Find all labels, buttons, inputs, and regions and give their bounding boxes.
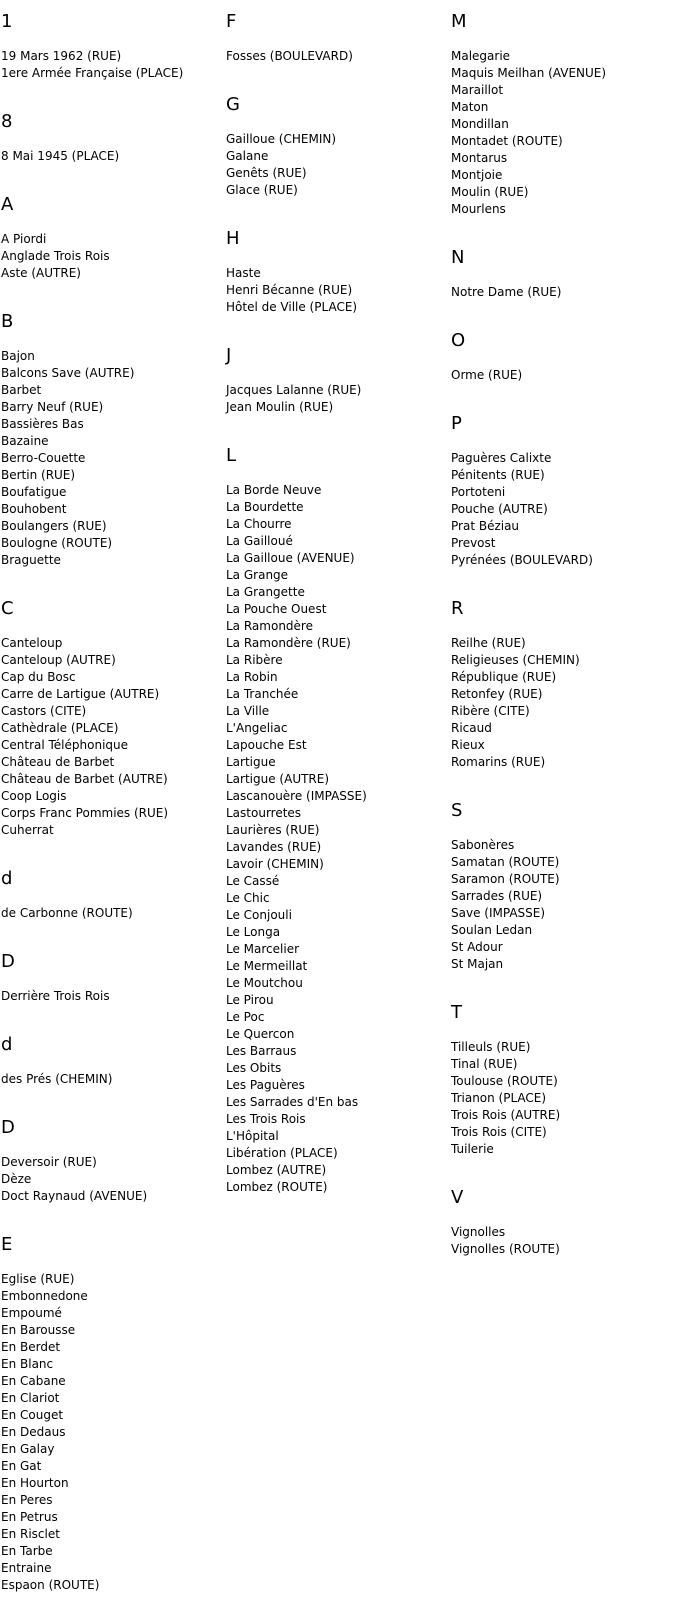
street-link[interactable]: Lombez (AUTRE) (226, 1163, 327, 1177)
street-link[interactable]: Deversoir (RUE) (1, 1155, 97, 1169)
street-link[interactable]: La Grangette (226, 585, 305, 599)
street-link[interactable]: Les Paguères (226, 1078, 305, 1092)
street-link[interactable]: Moulin (RUE) (451, 185, 529, 199)
letter-group (450, 330, 675, 402)
street-link[interactable]: Jacques Lalanne (RUE) (226, 383, 362, 397)
street-link[interactable]: Prevost (451, 536, 496, 550)
street-list (0, 1071, 225, 1088)
letter-heading: D (1, 951, 15, 972)
street-link[interactable]: Lavoir (CHEMIN) (226, 857, 324, 871)
letter-group (450, 11, 675, 236)
street-link[interactable]: Les Obits (226, 1061, 282, 1075)
street-link[interactable]: La Ville (226, 704, 270, 718)
letter-heading: T (451, 1002, 462, 1023)
street-link[interactable]: Barbet (1, 383, 42, 397)
street-list (0, 231, 225, 282)
street-link[interactable]: La Tranchée (226, 687, 299, 701)
street-link[interactable]: Central Téléphonique (1, 738, 129, 752)
street-link[interactable]: Sarrades (RUE) (451, 889, 543, 903)
street-link[interactable]: La Ribère (226, 653, 283, 667)
street-link[interactable]: Glace (RUE) (226, 183, 298, 197)
street-link[interactable]: Mondillan (451, 117, 509, 131)
letter-group (0, 951, 225, 1023)
street-link[interactable]: La Ramondère (226, 619, 313, 633)
street-list (450, 450, 675, 569)
street-link[interactable]: Boulogne (ROUTE) (1, 536, 113, 550)
street-link[interactable]: St Majan (451, 957, 504, 971)
street-link[interactable]: Derrière Trois Rois (1, 989, 110, 1003)
street-link[interactable]: Lartigue (AUTRE) (226, 772, 330, 786)
letter-heading: F (226, 11, 237, 32)
street-link[interactable]: Tinal (RUE) (451, 1057, 518, 1071)
street-list (450, 284, 675, 301)
letter-heading: A (1, 194, 14, 215)
street-link[interactable]: La Chourre (226, 517, 292, 531)
street-link[interactable]: Bazaine (1, 434, 49, 448)
street-link[interactable]: La Grange (226, 568, 289, 582)
letter-group (450, 413, 675, 587)
street-list (0, 988, 225, 1005)
street-link[interactable]: Maton (451, 100, 489, 114)
street-link[interactable]: Reilhe (RUE) (451, 636, 526, 650)
street-link[interactable]: Haste (226, 266, 261, 280)
street-link[interactable]: 8 Mai 1945 (PLACE) (1, 149, 120, 163)
street-link[interactable]: Sabonères (451, 838, 515, 852)
street-link[interactable]: Montjoie (451, 168, 503, 182)
street-link[interactable]: Trois Rois (CITE) (451, 1125, 547, 1139)
letter-heading: H (226, 228, 240, 249)
letter-heading: O (451, 330, 466, 351)
street-link[interactable]: Barry Neuf (RUE) (1, 400, 104, 414)
street-link[interactable]: La Gailloué (226, 534, 293, 548)
street-link[interactable]: Lavandes (RUE) (226, 840, 322, 854)
street-link[interactable]: Cathèdrale (PLACE) (1, 721, 119, 735)
street-link[interactable]: Hôtel de Ville (PLACE) (226, 300, 358, 314)
street-link[interactable]: Prat Béziau (451, 519, 520, 533)
street-link[interactable]: En Tarbe (1, 1544, 53, 1558)
street-link[interactable]: Aste (AUTRE) (1, 266, 81, 280)
street-link[interactable]: Samatan (ROUTE) (451, 855, 560, 869)
street-link[interactable]: Mourlens (451, 202, 506, 216)
street-link[interactable]: Le Cassé (226, 874, 280, 888)
letter-group (0, 1117, 225, 1223)
street-link[interactable]: Les Barraus (226, 1044, 297, 1058)
letter-group (0, 194, 225, 300)
letter-group (450, 1187, 675, 1276)
street-list (0, 1154, 225, 1205)
letter-group (0, 111, 225, 183)
street-link[interactable]: Vignolles (451, 1225, 506, 1239)
street-link[interactable]: Pouche (AUTRE) (451, 502, 548, 516)
street-link[interactable]: Lombez (ROUTE) (226, 1180, 328, 1194)
street-link[interactable]: Pyrénées (BOULEVARD) (451, 553, 593, 567)
street-link[interactable]: A Piordi (1, 232, 47, 246)
street-link[interactable]: Le Moutchou (226, 976, 303, 990)
letter-group (0, 311, 225, 587)
street-link[interactable]: La Robin (226, 670, 278, 684)
street-link[interactable]: Boufatigue (1, 485, 67, 499)
street-list (0, 905, 225, 922)
street-link[interactable]: Pénitents (RUE) (451, 468, 545, 482)
street-link[interactable]: Empoumé (1, 1306, 62, 1320)
street-link[interactable]: de Carbonne (ROUTE) (1, 906, 133, 920)
street-link[interactable]: Trianon (PLACE) (451, 1091, 547, 1105)
street-link[interactable]: Lartigue (226, 755, 276, 769)
street-link[interactable]: Maraillot (451, 83, 504, 97)
letter-heading: R (451, 598, 464, 619)
street-link[interactable]: Balcons Save (AUTRE) (1, 366, 135, 380)
street-link[interactable]: Fosses (BOULEVARD) (226, 49, 353, 63)
index-column (0, 0, 225, 1612)
street-link[interactable]: Doct Raynaud (AVENUE) (1, 1189, 148, 1203)
street-link[interactable]: Jean Moulin (RUE) (226, 400, 334, 414)
letter-group (0, 1034, 225, 1106)
street-link[interactable]: Entraine (1, 1561, 52, 1575)
street-list (0, 1271, 225, 1594)
street-link[interactable]: En Cabane (1, 1374, 66, 1388)
letter-group (225, 445, 450, 1214)
street-link[interactable]: Soulan Ledan (451, 923, 533, 937)
street-link[interactable]: Le Marcelier (226, 942, 300, 956)
street-link[interactable]: Espaon (ROUTE) (1, 1578, 100, 1592)
street-list (225, 131, 450, 199)
street-link[interactable]: Canteloup (AUTRE) (1, 653, 116, 667)
street-link[interactable]: Boulangers (RUE) (1, 519, 107, 533)
street-link[interactable]: Saramon (ROUTE) (451, 872, 560, 886)
letter-heading: G (226, 94, 240, 115)
letter-group (450, 598, 675, 789)
street-link[interactable]: Bouhobent (1, 502, 67, 516)
street-link[interactable]: Gailloue (CHEMIN) (226, 132, 337, 146)
street-list (450, 367, 675, 384)
street-link[interactable]: En Gat (1, 1459, 42, 1473)
street-link[interactable]: Le Mermeillat (226, 959, 308, 973)
street-link[interactable]: St Adour (451, 940, 503, 954)
street-link[interactable]: Romarins (RUE) (451, 755, 546, 769)
street-list (450, 837, 675, 973)
street-list (450, 1039, 675, 1158)
street-list (225, 482, 450, 1196)
letter-group (225, 345, 450, 434)
street-link[interactable]: Genêts (RUE) (226, 166, 307, 180)
street-list (225, 48, 450, 65)
street-link[interactable]: Cap du Bosc (1, 670, 76, 684)
letter-heading: M (451, 11, 467, 32)
letter-heading: 8 (1, 111, 13, 132)
street-link[interactable]: Dèze (1, 1172, 32, 1186)
street-link[interactable]: Libération (PLACE) (226, 1146, 338, 1160)
street-link[interactable]: Bassières Bas (1, 417, 84, 431)
street-link[interactable]: Château de Barbet (AUTRE) (1, 772, 168, 786)
street-link[interactable]: Tilleuls (RUE) (451, 1040, 531, 1054)
street-link[interactable]: L'Angeliac (226, 721, 288, 735)
street-link[interactable]: La Ramondère (RUE) (226, 636, 351, 650)
street-link[interactable]: Le Chic (226, 891, 270, 905)
street-link[interactable]: L'Hôpital (226, 1129, 279, 1143)
street-link[interactable]: Cuherrat (1, 823, 54, 837)
street-link[interactable]: Portoteni (451, 485, 506, 499)
street-link[interactable]: La Borde Neuve (226, 483, 322, 497)
street-link[interactable]: En Peres (1, 1493, 53, 1507)
letter-heading: V (451, 1187, 464, 1208)
street-link[interactable]: Paguères Calixte (451, 451, 552, 465)
street-link[interactable]: Le Longa (226, 925, 281, 939)
letter-group (0, 868, 225, 940)
street-link[interactable]: Canteloup (1, 636, 63, 650)
letter-heading: d (1, 868, 13, 889)
street-link[interactable]: Trois Rois (AUTRE) (451, 1108, 561, 1122)
letter-group (0, 598, 225, 857)
street-list (0, 148, 225, 165)
letter-heading: P (451, 413, 462, 434)
letter-heading: N (451, 247, 465, 268)
letter-group (450, 247, 675, 319)
street-link[interactable]: En Clariot (1, 1391, 60, 1405)
street-link[interactable]: Braguette (1, 553, 61, 567)
street-link[interactable]: République (RUE) (451, 670, 557, 684)
index-column (450, 0, 675, 1276)
street-link[interactable]: Montarus (451, 151, 508, 165)
street-link[interactable]: Carre de Lartigue (AUTRE) (1, 687, 160, 701)
street-link[interactable]: Berro-Couette (1, 451, 86, 465)
letter-group (225, 228, 450, 334)
street-link[interactable]: Ribère (CITE) (451, 704, 530, 718)
street-link[interactable]: 1ere Armée Française (PLACE) (1, 66, 184, 80)
street-link[interactable]: Les Sarrades d'En bas (226, 1095, 359, 1109)
letter-heading: J (226, 345, 232, 366)
street-link[interactable]: Lastourretes (226, 806, 302, 820)
letter-heading: d (1, 1034, 13, 1055)
street-list (0, 48, 225, 82)
street-link[interactable]: Rieux (451, 738, 485, 752)
street-link[interactable]: La Pouche Ouest (226, 602, 327, 616)
letter-heading: L (226, 445, 237, 466)
street-link[interactable]: Coop Logis (1, 789, 67, 803)
street-link[interactable]: En Couget (1, 1408, 64, 1422)
letter-heading: E (1, 1234, 13, 1255)
street-link[interactable]: Le Poc (226, 1010, 265, 1024)
street-link[interactable]: En Berdet (1, 1340, 61, 1354)
street-link[interactable]: Castors (CITE) (1, 704, 87, 718)
street-link[interactable]: Anglade Trois Rois (1, 249, 110, 263)
street-link[interactable]: Le Conjouli (226, 908, 292, 922)
street-link[interactable]: Notre Dame (RUE) (451, 285, 562, 299)
letter-group (0, 1234, 225, 1612)
street-link[interactable]: En Risclet (1, 1527, 60, 1541)
street-link[interactable]: En Galay (1, 1442, 55, 1456)
street-list (450, 1224, 675, 1258)
street-link[interactable]: Religieuses (CHEMIN) (451, 653, 580, 667)
street-list (225, 265, 450, 316)
letter-group (450, 1002, 675, 1176)
letter-heading: 1 (1, 11, 13, 32)
street-link[interactable]: Lapouche Est (226, 738, 307, 752)
street-list (225, 382, 450, 416)
street-list (0, 348, 225, 569)
street-link[interactable]: Retonfey (RUE) (451, 687, 543, 701)
street-link[interactable]: 19 Mars 1962 (RUE) (1, 49, 122, 63)
letter-group (450, 800, 675, 991)
street-list (450, 48, 675, 218)
street-link[interactable]: Laurières (RUE) (226, 823, 320, 837)
street-link[interactable]: Embonnedone (1, 1289, 88, 1303)
letter-group (225, 94, 450, 217)
street-link[interactable]: Henri Bécanne (RUE) (226, 283, 353, 297)
street-link[interactable]: Les Trois Rois (226, 1112, 306, 1126)
street-link[interactable]: Lascanouère (IMPASSE) (226, 789, 367, 803)
street-list (0, 635, 225, 839)
street-link[interactable]: En Petrus (1, 1510, 58, 1524)
street-link[interactable]: Tuilerie (451, 1142, 494, 1156)
street-link[interactable]: La Gailloue (AVENUE) (226, 551, 355, 565)
letter-heading: C (1, 598, 14, 619)
street-link[interactable]: En Dedaus (1, 1425, 66, 1439)
street-link[interactable]: Corps Franc Pommies (RUE) (1, 806, 169, 820)
street-link[interactable]: En Blanc (1, 1357, 54, 1371)
street-link[interactable]: Save (IMPASSE) (451, 906, 546, 920)
street-link[interactable]: En Hourton (1, 1476, 69, 1490)
street-link[interactable]: Malegarie (451, 49, 511, 63)
street-link[interactable]: Maquis Meilhan (AVENUE) (451, 66, 607, 80)
street-link[interactable]: La Bourdette (226, 500, 304, 514)
street-link[interactable]: Ricaud (451, 721, 492, 735)
street-link[interactable]: Bajon (1, 349, 35, 363)
street-link[interactable]: Orme (RUE) (451, 368, 523, 382)
index-column (225, 0, 450, 1214)
street-link[interactable]: En Barousse (1, 1323, 76, 1337)
street-link[interactable]: Galane (226, 149, 269, 163)
street-list (450, 635, 675, 771)
letter-group (0, 11, 225, 100)
letter-heading: S (451, 800, 463, 821)
street-link[interactable]: Eglise (RUE) (1, 1272, 75, 1286)
letter-group (225, 11, 450, 83)
letter-heading: B (1, 311, 14, 332)
street-link[interactable]: Montadet (ROUTE) (451, 134, 563, 148)
street-link[interactable]: Bertin (RUE) (1, 468, 76, 482)
street-link[interactable]: des Prés (CHEMIN) (1, 1072, 113, 1086)
street-link[interactable]: Château de Barbet (1, 755, 115, 769)
letter-heading: D (1, 1117, 15, 1138)
street-link[interactable]: Toulouse (ROUTE) (451, 1074, 558, 1088)
street-link[interactable]: Le Quercon (226, 1027, 295, 1041)
street-link[interactable]: Vignolles (ROUTE) (451, 1242, 560, 1256)
street-link[interactable]: Le Pirou (226, 993, 274, 1007)
